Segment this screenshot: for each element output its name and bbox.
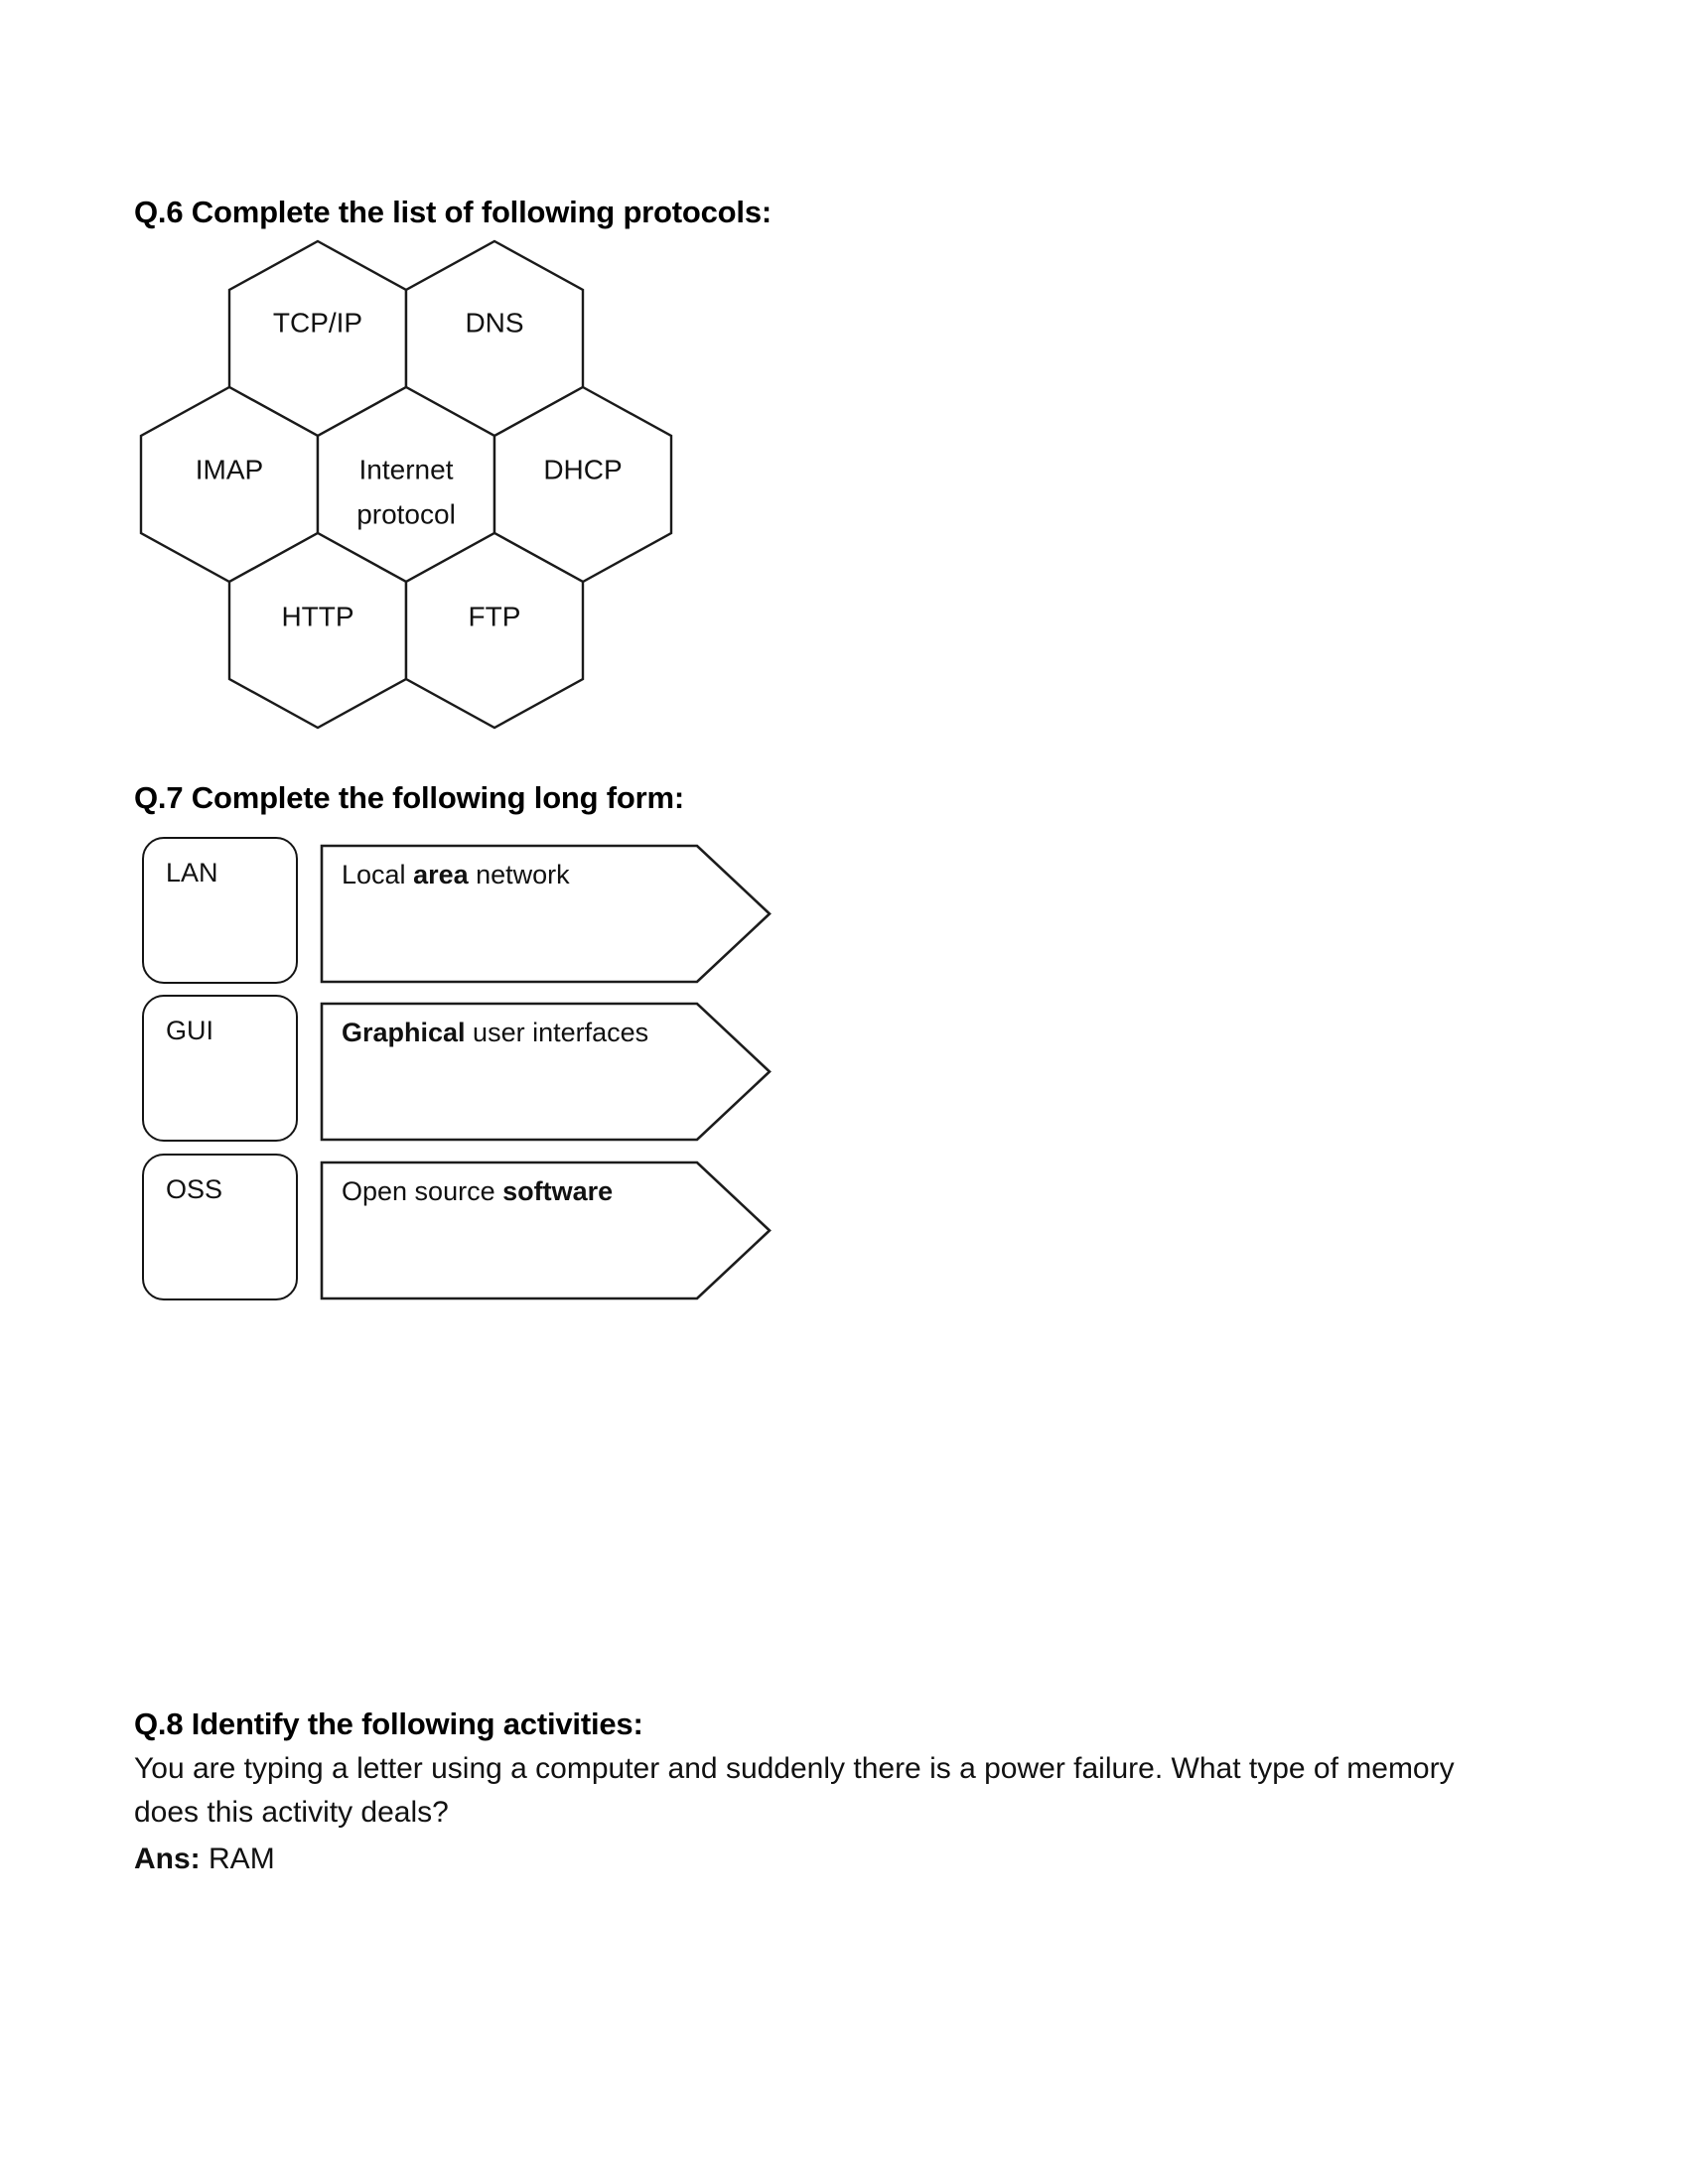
q7-heading: Q.7 Complete the following long form: <box>134 780 685 815</box>
abbreviation-box-oss <box>142 1154 298 1300</box>
hexagon-label-ftp: FTP <box>468 601 521 632</box>
abbreviation-label: OSS <box>166 1174 223 1204</box>
abbreviation-box-lan <box>142 837 298 984</box>
hexagon-label-internet: Internet <box>358 454 454 485</box>
q8-question-text: You are typing a letter using a computer and suddenly there is a power failure. What type of memory does this activity deals? <box>134 1752 1455 1829</box>
expansion-text-lan: Local area network <box>342 860 570 889</box>
answer-label: Ans: <box>134 1843 201 1875</box>
expansion-arrow-oss <box>320 1160 772 1300</box>
hexagon-label-tcpip: TCP/IP <box>272 307 363 339</box>
hexagon-label-protocol: protocol <box>356 498 456 530</box>
abbreviation-label: GUI <box>166 1016 214 1045</box>
hexagon-label-dhcp: DHCP <box>543 454 623 485</box>
abbreviation-label: LAN <box>166 858 218 887</box>
q6-heading: Q.6 Complete the list of following protocols: <box>134 195 773 229</box>
abbreviation-box-gui <box>142 995 298 1142</box>
expansion-text-oss: Open source software <box>342 1176 614 1206</box>
expansion-arrow-lan <box>320 844 772 984</box>
q8-answer-line <box>134 1843 275 1876</box>
expansion-text-gui: Graphical user interfaces <box>342 1018 649 1047</box>
hexagon-label-dns: DNS <box>465 307 524 339</box>
hexagon-label-http: HTTP <box>281 601 354 632</box>
hexagon-label-imap: IMAP <box>195 454 264 485</box>
protocol-honeycomb-diagram <box>129 233 745 759</box>
answer-value: RAM <box>209 1843 275 1875</box>
q8-heading: Q.8 Identify the following activities: <box>134 1706 643 1741</box>
expansion-arrow-gui <box>320 1002 772 1142</box>
